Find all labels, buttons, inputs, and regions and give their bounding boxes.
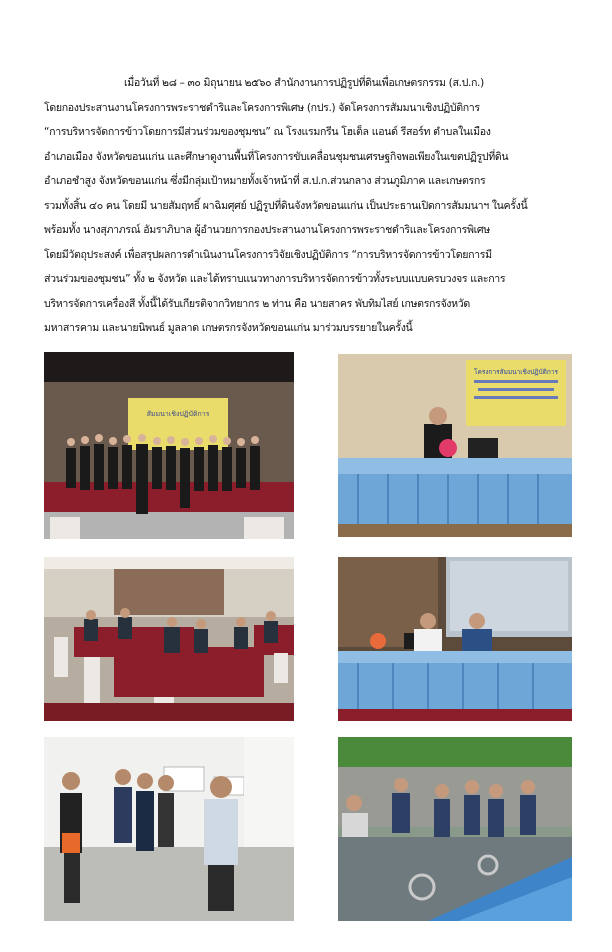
paragraph-line: บริหารจัดการเครื่องสี ทั้งนี้ได้รับเกียรติจากวิทยากร ๒ ท่าน คือ นายสาคร พับทิมไสย์ เกษตรกรจังหวัด <box>44 297 470 310</box>
photo-group-discussion <box>44 737 294 921</box>
photo-participants-tables <box>44 557 294 721</box>
photo-rice-mill-visit <box>338 737 572 921</box>
paragraph-line: อำเภอเมือง จังหวัดขอนแก่น และศึกษาดูงานพื้นที่โครงการขับเคลื่อนชุมชนเศรษฐกิจพอเพียงในเขตปฏิรูปที่ดิน <box>44 150 509 163</box>
article-body <box>44 71 572 341</box>
paragraph-line: เมื่อวันที่ ๒๘ – ๓๐ มิถุนายน ๒๕๖๐ สำนักงานการปฏิรูปที่ดินเพื่อเกษตรกรรม (ส.ป.ก.) <box>124 77 484 89</box>
paragraph-line: อำเภอชำสูง จังหวัดขอนแก่น ซึ่งมีกลุ่มเป้าหมายทั้งเจ้าหน้าที่ ส.ป.ก.ส่วนกลาง ส่วนภูมิภาค และเกษตรกร <box>44 175 486 187</box>
paragraph-line: รวมทั้งสิ้น ๔๐ คน โดยมี นายสัมฤทธิ์ ผาฉิมศุศย์ ปฏิรูปที่ดินจังหวัดขอนแก่น เป็นประธานเปิดการสัมมนาฯ ในครั้งนี้ <box>44 199 528 212</box>
paragraph-line: “การบริหารจัดการข้าวโดยการมีส่วนร่วมของชุมชน” ณ โรงแรมกรีน โฮเต็ล แอนด์ รีสอร์ท ตำบลในเมือง <box>44 126 491 138</box>
paragraph-line: โดยมีวัตถุประสงค์ เพื่อสรุปผลการดำเนินงานโครงการวิจัยเชิงปฏิบัติการ “การบริหารจัดการข้าวโดยการมี <box>44 248 492 261</box>
paragraph-line: มหาสารคาม และนายนิพนธ์ มูลลาด เกษตรกรจังหวัดขอนแก่น มาร่วมบรรยายในครั้งนี้ <box>44 322 413 334</box>
photo-speaker-head-table <box>338 354 572 537</box>
photo-group-seminar <box>44 352 294 539</box>
banner-title: โครงการสัมมนาเชิงปฏิบัติการ <box>474 368 558 376</box>
banner-text: สัมมนาเชิงปฏิบัติการ <box>146 410 210 418</box>
photo-two-speakers <box>338 557 572 721</box>
paragraph-line: พร้อมทั้ง นางสุภาภรณ์ อัมราภิบาล ผู้อำนวยการกองประสานงานโครงการพระราชดำริและโครงการพิเศษ <box>44 224 490 236</box>
paragraph-line: โดยกองประสานงานโครงการพระราชดำริและโครงการพิเศษ (กปร.) จัดโครงการสัมมนาเชิงปฏิบัติการ <box>44 101 480 114</box>
paragraph-line: ส่วนร่วมของชุมชน” ทั้ง ๒ จังหวัด และได้ทราบแนวทางการบริหารจัดการข้าวทั้งระบบแบบครบวงจร และการ <box>44 273 506 285</box>
